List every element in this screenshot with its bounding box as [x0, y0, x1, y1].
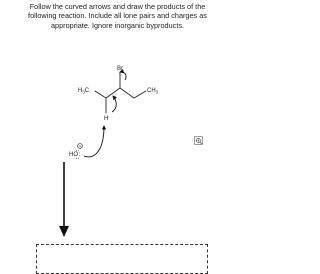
bond-c3-c4: [120, 88, 134, 98]
bond-ch3-c2: [95, 91, 106, 98]
magnifier-icon: [195, 137, 203, 145]
question-line-2: following reaction. Include all lone pairs and charges as: [28, 11, 207, 21]
question-line-1: Follow the curved arrows and draw the products of the: [29, 2, 206, 11]
curved-arrow-cbr-to-br: [120, 72, 126, 80]
product-drawing-area[interactable]: [36, 244, 208, 274]
hydrogen-label: H: [104, 116, 109, 122]
bond-c4-ch3: [134, 91, 146, 98]
left-methyl-label: $H_3C$: [78, 88, 90, 95]
curved-arrow-ch-to-cc: [112, 96, 116, 112]
hydroxide-label: HO:: [69, 152, 81, 158]
right-methyl-label: $CH_3$: [147, 88, 159, 95]
curved-arrow-hydroxide-to-h: [84, 126, 104, 157]
negative-charge-icon: [78, 144, 83, 149]
bromine-label: Br: [117, 66, 123, 72]
carbon-skeleton: [95, 72, 146, 113]
reaction-arrow: [59, 162, 69, 237]
question-line-3: appropriate. Ignore inorganic byproducts.: [50, 20, 185, 30]
zoom-button[interactable]: [194, 136, 203, 145]
